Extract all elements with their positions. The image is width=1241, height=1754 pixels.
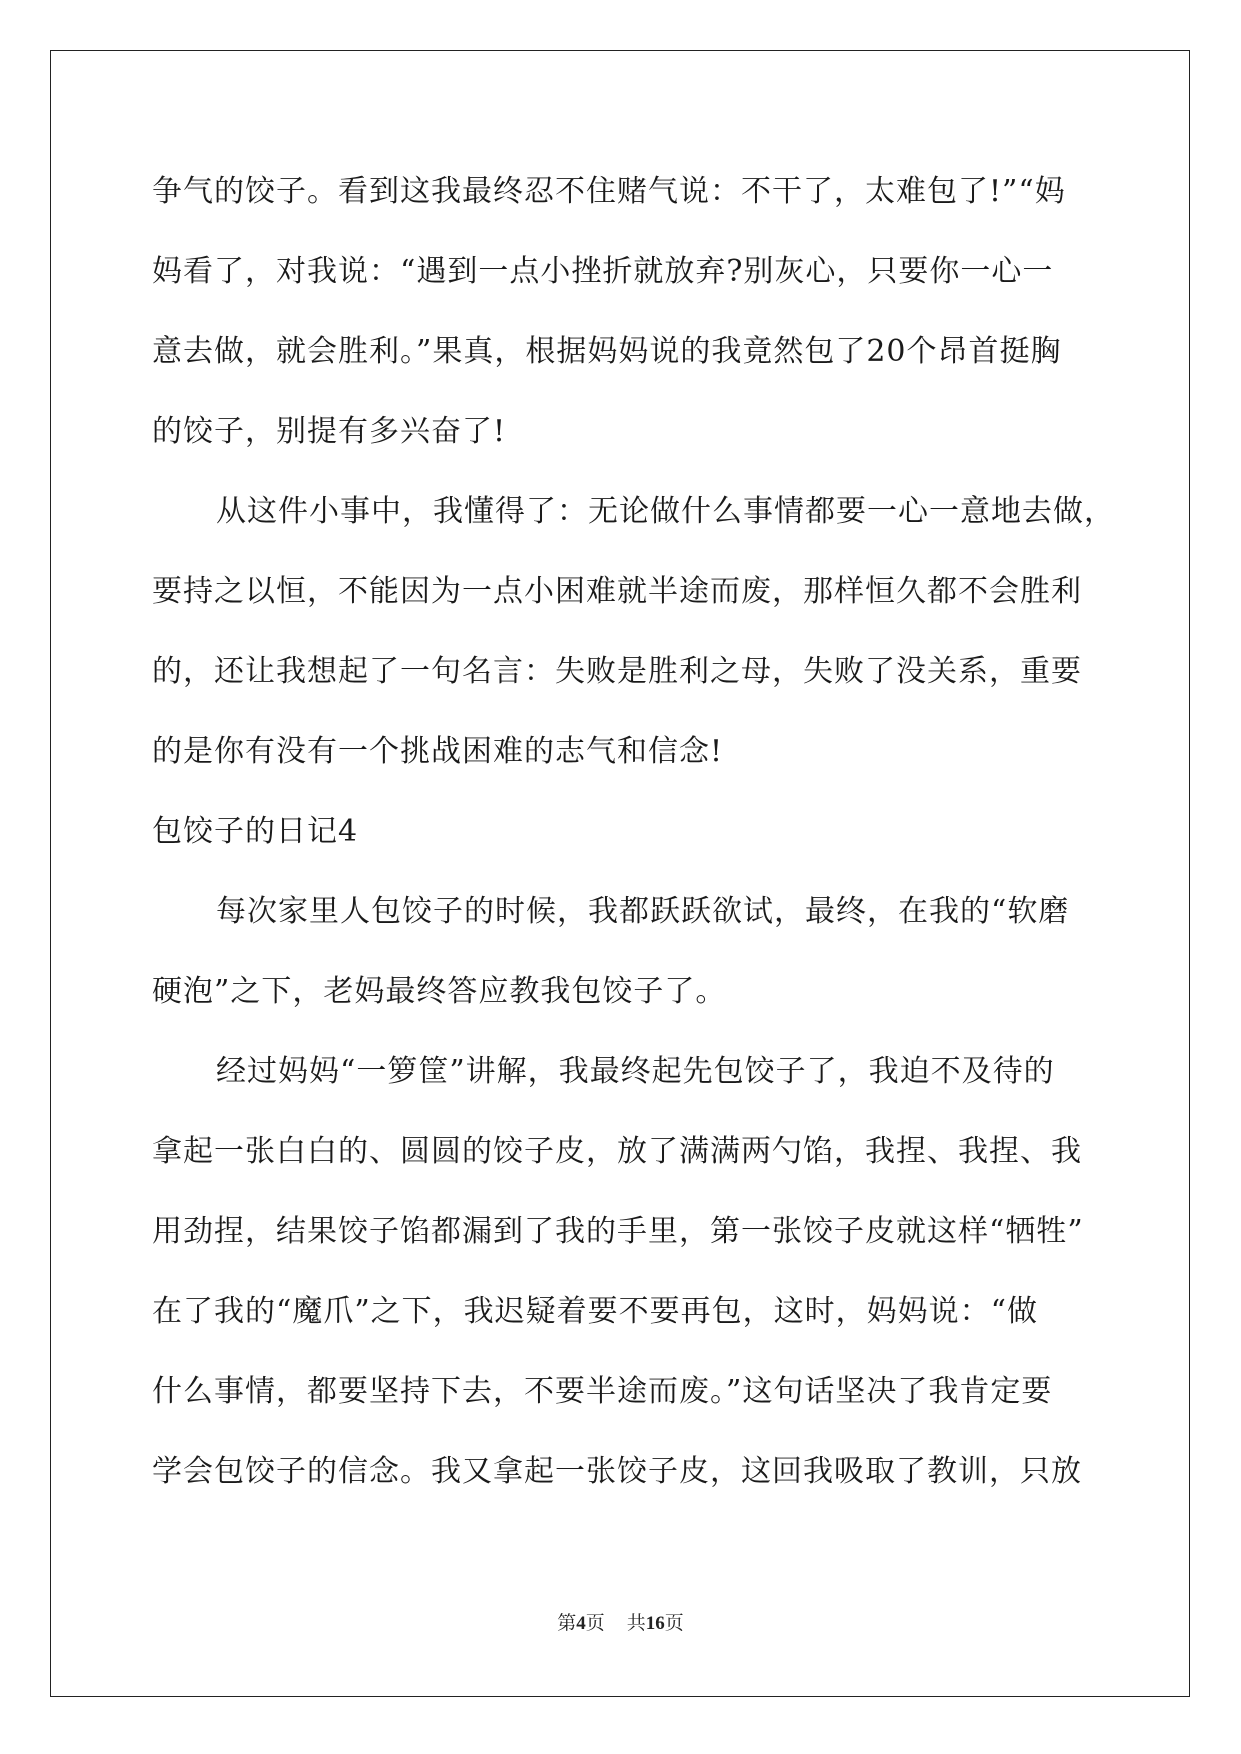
paragraph-first-line: 从这件小事中，我懂得了：无论做什么事情都要一心一意地去做， bbox=[216, 494, 1115, 529]
text-line: 拿起一张白白的、圆圆的饺子皮，放了满满两勺馅，我捏、我捏、我 bbox=[152, 1134, 1082, 1169]
text-line: 硬泡”之下，老妈最终答应教我包饺子了。 bbox=[152, 974, 727, 1009]
text-line: 学会包饺子的信念。我又拿起一张饺子皮，这回我吸取了教训，只放 bbox=[152, 1454, 1082, 1489]
text-line: 要持之以恒，不能因为一点小困难就半途而废，那样恒久都不会胜利 bbox=[152, 574, 1082, 609]
text-line: 意去做，就会胜利。”果真，根据妈妈说的我竟然包了20个昂首挺胸 bbox=[152, 334, 1062, 369]
paragraph-first-line: 每次家里人包饺子的时候，我都跃跃欲试，最终，在我的“软磨 bbox=[216, 894, 1070, 929]
page-footer bbox=[0, 1608, 1241, 1635]
page-suffix: 页 bbox=[585, 1613, 605, 1634]
text-line: 在了我的“魔爪”之下，我迟疑着要不要再包，这时，妈妈说：“做 bbox=[152, 1294, 1039, 1329]
text-line: 的，还让我想起了一句名言：失败是胜利之母，失败了没关系，重要 bbox=[152, 654, 1082, 689]
text-line: 用劲捏，结果饺子馅都漏到了我的手里，第一张饺子皮就这样“牺牲” bbox=[152, 1214, 1084, 1249]
total-pages: 16 bbox=[645, 1613, 665, 1634]
text-line: 的饺子，别提有多兴奋了! bbox=[152, 414, 507, 449]
total-prefix: 共 bbox=[626, 1613, 646, 1634]
paragraph-first-line: 经过妈妈“一箩筐”讲解，我最终起先包饺子了，我迫不及待的 bbox=[216, 1054, 1055, 1089]
text-line: 什么事情，都要坚持下去，不要半途而废。”这句话坚决了我肯定要 bbox=[152, 1374, 1053, 1409]
page-prefix: 第 bbox=[557, 1613, 577, 1634]
section-heading: 包饺子的日记4 bbox=[152, 814, 359, 849]
text-line: 争气的饺子。看到这我最终忍不住赌气说：不干了，太难包了!”“妈 bbox=[152, 174, 1066, 209]
page-number: 4 bbox=[576, 1613, 586, 1634]
document-body bbox=[152, 152, 1115, 1512]
text-line: 的是你有没有一个挑战困难的志气和信念! bbox=[152, 734, 724, 769]
total-suffix: 页 bbox=[664, 1613, 684, 1634]
text-line: 妈看了，对我说：“遇到一点小挫折就放弃?别灰心，只要你一心一 bbox=[152, 254, 1054, 289]
